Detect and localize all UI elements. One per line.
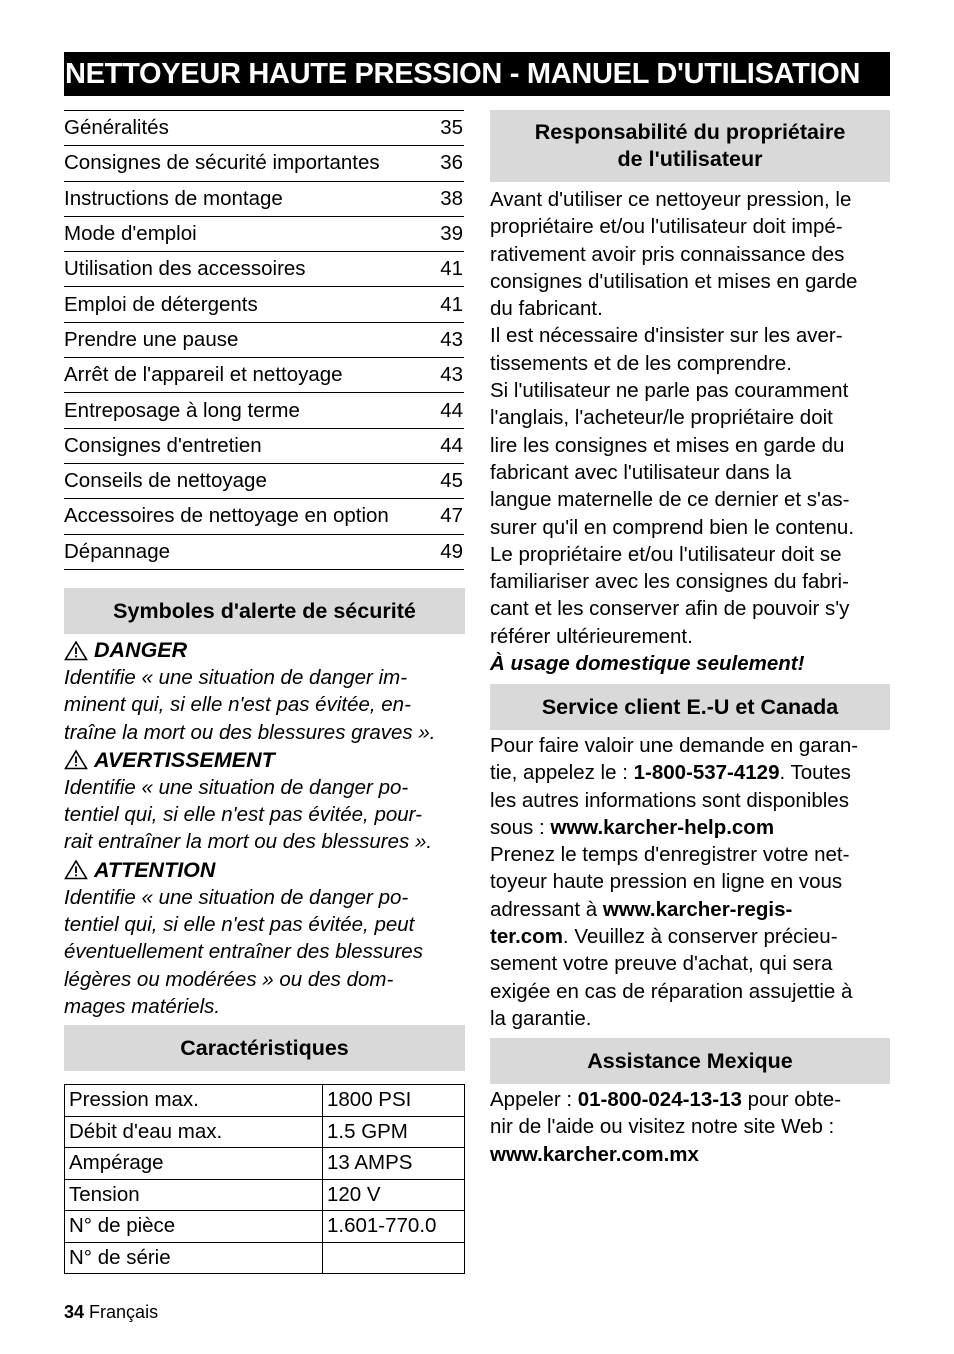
toc-row[interactable] [64, 217, 464, 252]
table-row [65, 1148, 465, 1180]
toc-row[interactable] [64, 535, 464, 570]
warning-title: AVERTISSEMENT [64, 746, 468, 774]
toc-row[interactable] [64, 111, 464, 146]
language-label: Français [89, 1302, 159, 1322]
toc-title: Emploi de détergents [64, 292, 258, 316]
toc-row[interactable] [64, 252, 464, 287]
specs-heading: Caractéristiques [64, 1025, 465, 1071]
toc-title: Prendre une pause [64, 327, 239, 351]
toc-title: Dépannage [64, 539, 171, 563]
spec-label: Tension [65, 1179, 323, 1211]
spec-label: Ampérage [65, 1148, 323, 1180]
toc-page: 45 [440, 469, 463, 493]
table-row [65, 1211, 465, 1243]
toc-title: Entreposage à long terme [64, 398, 300, 422]
toc-title: Consignes de sécurité importantes [64, 151, 380, 175]
warning-triangle-icon [64, 749, 88, 770]
toc-title: Généralités [64, 116, 169, 140]
spec-value: 1800 PSI [323, 1085, 465, 1117]
spec-value: 1.601-770.0 [323, 1211, 465, 1243]
warning-description: Identifie « une situation de danger po- tentiel qui, si elle n'est pas évitée, pour- rait entraîner la mort ou des blessures ». [64, 775, 433, 854]
toc-row[interactable] [64, 358, 464, 393]
toc-page: 41 [440, 257, 463, 281]
spec-label: Débit d'eau max. [65, 1116, 323, 1148]
toc-title: Arrêt de l'appareil et nettoyage [64, 363, 343, 387]
spec-value: 120 V [323, 1179, 465, 1211]
toc-page: 49 [440, 539, 463, 563]
help-link[interactable]: www.karcher-help.com [550, 815, 775, 839]
toc-title: Accessoires de nettoyage en option [64, 504, 389, 528]
page-title: NETTOYEUR HAUTE PRESSION - MANUEL D'UTILISATION [64, 52, 890, 96]
mexico-website-link[interactable]: www.karcher.com.mx [490, 1142, 699, 1166]
spec-label: N° de pièce [65, 1211, 323, 1243]
toc-row[interactable] [64, 499, 464, 534]
owner-heading: Responsabilité du propriétaire de l'utilisateur [490, 110, 890, 182]
toc-page: 44 [440, 433, 463, 457]
mexico-text: Appeler : 01-800-024-13-13 pour obte- nir de l'aide ou visitez notre site Web : www.karcher.com.mx [490, 1088, 842, 1166]
spec-value: 13 AMPS [323, 1148, 465, 1180]
table-row [65, 1116, 465, 1148]
toc-page: 43 [440, 363, 463, 387]
spec-label: N° de série [65, 1242, 323, 1274]
caution-title: ATTENTION [64, 856, 468, 884]
toc-page: 47 [440, 504, 463, 528]
toc-title: Utilisation des accessoires [64, 257, 306, 281]
specs-table [64, 1084, 465, 1274]
service-phone[interactable]: 1-800-537-4129 [633, 761, 780, 785]
table-of-contents [64, 110, 464, 570]
service-heading: Service client E.-U et Canada [490, 684, 890, 730]
registration-link-cont[interactable]: ter.com [490, 925, 563, 949]
warning-triangle-icon [64, 859, 88, 880]
toc-title: Consignes d'entretien [64, 433, 262, 457]
toc-page: 43 [440, 327, 463, 351]
safety-section [64, 636, 468, 1020]
toc-title: Instructions de montage [64, 186, 283, 210]
page-number: 34 [64, 1302, 85, 1322]
warning-triangle-icon [64, 640, 88, 661]
toc-row[interactable] [64, 146, 464, 181]
toc-row[interactable] [64, 393, 464, 428]
toc-row[interactable] [64, 464, 464, 499]
owner-text: Avant d'utiliser ce nettoyeur pression, le propriétaire et/ou l'utilisateur doit impé- rativement avoir pris connaissance des consignes d'utilisation et mises en garde du fabricant. Il est nécessaire d'insister sur les aver- tissements et de les comprendre. Si l'utilisateur ne parle pas couramment l'anglais, l'acheteur/le propriétaire doit lire les consignes et mises en garde du fabricant avec l'utilisateur dans la langue maternelle de ce dernier et s'as- surer qu'il en comprend bien le contenu. Le propriétaire et/ou l'utilisateur doit se familiariser avec les consignes du fabri- cant et les conserver afin de pouvoir s'y référer ultérieurement. À usage domestique seulement! [490, 186, 900, 677]
toc-page: 41 [440, 292, 463, 316]
table-row [65, 1179, 465, 1211]
mexico-phone[interactable]: 01-800-024-13-13 [577, 1088, 742, 1111]
toc-page: 36 [440, 151, 463, 175]
toc-title: Conseils de nettoyage [64, 469, 267, 493]
safety-heading: Symboles d'alerte de sécurité [64, 588, 465, 634]
caution-description: Identifie « une situation de danger po- tentiel qui, si elle n'est pas évitée, peut éventuellement entraîner des blessures légères ou modérées » ou des dom- mages matériels. [64, 885, 423, 1018]
toc-row[interactable] [64, 182, 464, 217]
table-row [65, 1085, 465, 1117]
mexico-heading: Assistance Mexique [490, 1038, 890, 1084]
toc-row[interactable] [64, 287, 464, 322]
toc-page: 38 [440, 186, 463, 210]
danger-title: DANGER [64, 636, 468, 664]
domestic-use-note: À usage domestique seulement! [490, 652, 805, 676]
toc-page: 39 [440, 222, 463, 246]
service-text: Pour faire valoir une demande en garan- tie, appelez le : 1-800-537-4129. Toutes les autres informations sont disponibles sous : www.karcher-help.com Prenez le temps d'enregistrer votre net- toyeur haute pression en ligne en vous adressant à www.karcher-regis- ter.com. Veuillez à conserver précieu- sement votre preuve d'achat, qui sera exigée en cas de réparation assujettie à la garantie. [490, 734, 859, 1030]
page-footer [64, 1302, 158, 1323]
toc-title: Mode d'emploi [64, 222, 197, 246]
registration-link[interactable]: www.karcher-regis- [602, 897, 793, 921]
toc-page: 44 [440, 398, 463, 422]
table-row [65, 1242, 465, 1274]
danger-description: Identifie « une situation de danger im- minent qui, si elle n'est pas évitée, en- traîne la mort ou des blessures graves ». [64, 666, 436, 744]
toc-row[interactable] [64, 323, 464, 358]
toc-page: 35 [440, 116, 463, 140]
toc-row[interactable] [64, 429, 464, 464]
spec-value: 1.5 GPM [323, 1116, 465, 1148]
spec-label: Pression max. [65, 1085, 323, 1117]
spec-value [323, 1242, 465, 1274]
